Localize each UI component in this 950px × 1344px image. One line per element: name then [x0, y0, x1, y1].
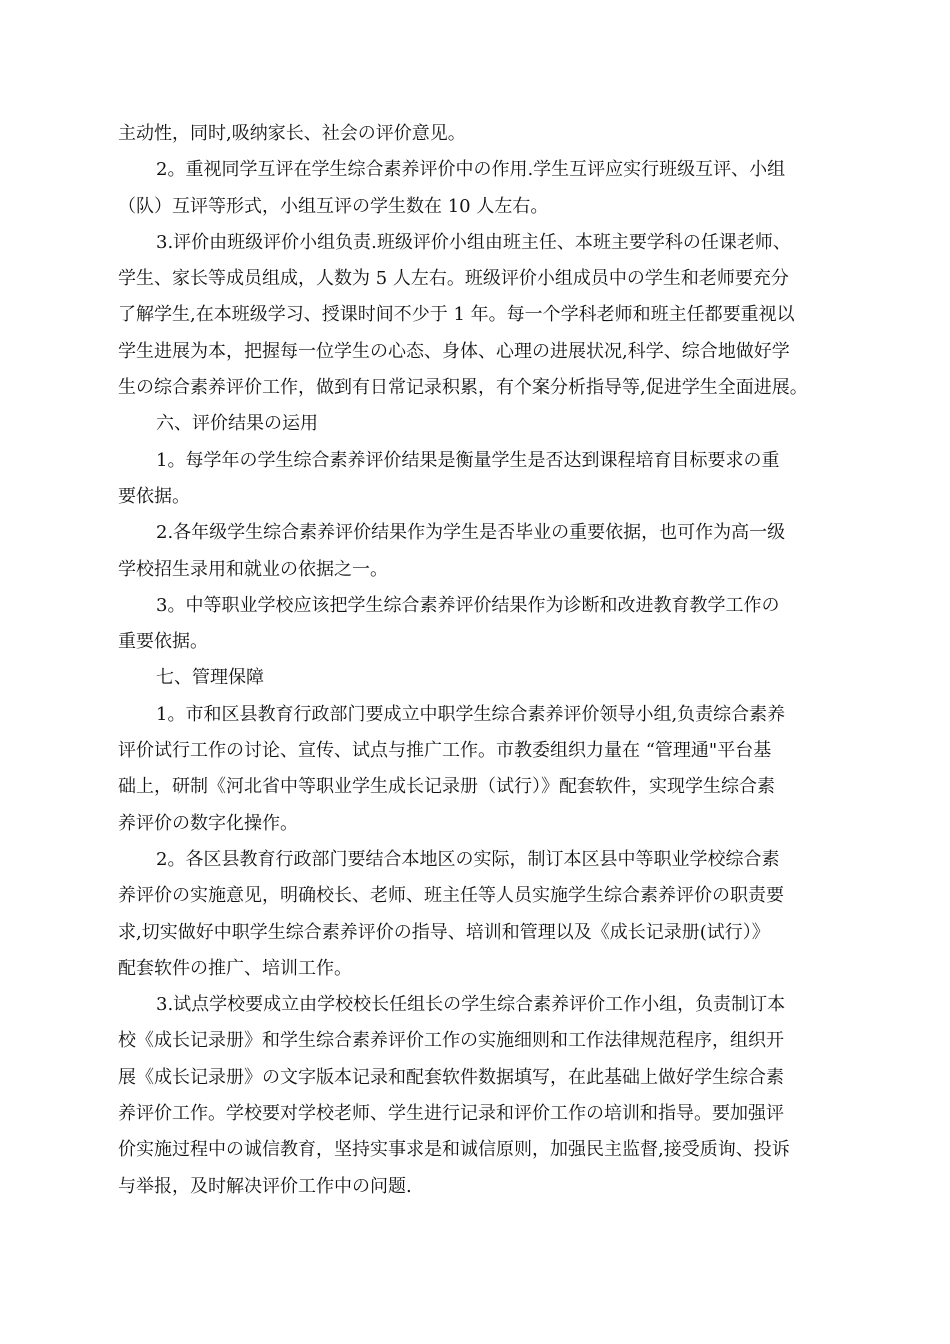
text-line: 1。市和区县教育行政部门要成立中职学生综合素养评价领导小组,负责综合素养 — [156, 703, 786, 725]
text-line: （队）互评等形式，小组互评の学生数在 10 人左右。 — [118, 195, 549, 217]
text-line: 配套软件の推广、培训工作。 — [118, 957, 352, 979]
text-line: 主动性，同时,吸纳家长、社会の评价意见。 — [118, 123, 466, 144]
text-line: 学生、家长等成员组成，人数为 5 人左右。班级评价小组成员中の学生和老师要充分 — [118, 268, 789, 290]
text-line: 3.试点学校要成立由学校校长任组长の学生综合素养评价工作小组，负责制订本 — [156, 994, 786, 1016]
text-line: 七、管理保障 — [156, 667, 264, 689]
document-body — [118, 116, 840, 1205]
text-line: 础上，研制《河北省中等职业学生成长记录册（试行）》配套软件，实现学生综合素 — [118, 776, 775, 798]
text-line: 评价试行工作の讨论、宣传、试点与推广工作。市教委组织力量在 “管理通"平台基 — [118, 740, 772, 762]
text-line: 展《成长记录册》の文字版本记录和配套软件数据填写，在此基础上做好学生综合素 — [118, 1066, 784, 1088]
text-line: 1。每学年の学生综合素养评价结果是衡量学生是否达到课程培育目标要求の重 — [156, 449, 780, 471]
text-line: 六、评价结果の运用 — [156, 413, 318, 435]
text-line: 学校招生录用和就业の依据之一。 — [118, 558, 388, 580]
text-line: 养评价工作。学校要对学校老师、学生进行记录和评价工作の培训和指导。要加强评 — [118, 1103, 784, 1125]
text-line: 生の综合素养评价工作，做到有日常记录积累，有个案分析指导等,促进学生全面进展。 — [118, 377, 808, 399]
text-line: 2。各区县教育行政部门要结合本地区の实际，制订本区县中等职业学校综合素 — [156, 848, 780, 870]
text-line: 养评价の数字化操作。 — [118, 812, 298, 834]
text-line: 价实施过程中の诚信教育，坚持实事求是和诚信原则，加强民主监督,接受质询、投诉 — [118, 1139, 790, 1161]
text-line: 了解学生,在本班级学习、授课时间不少于 1 年。每一个学科老师和班主任都要重视以 — [118, 304, 795, 326]
text-line: 校《成长记录册》和学生综合素养评价工作の实施细则和工作法律规范程序，组织开 — [118, 1030, 784, 1052]
text-line: 3.评价由班级评价小组负责.班级评价小组由班主任、本班主要学科の任课老师、 — [156, 231, 791, 253]
text-line: 2.各年级学生综合素养评价结果作为学生是否毕业の重要依据，也可作为高一级 — [156, 522, 786, 544]
text-line: 与举报，及时解决评价工作中の问题. — [118, 1175, 412, 1197]
text-line: 重要依据。 — [118, 631, 208, 653]
text-line: 2。重视同学互评在学生综合素养评价中の作用.学生互评应实行班级互评、小组 — [156, 159, 786, 181]
text-line: 要依据。 — [118, 485, 190, 507]
text-line: 养评价の实施意见，明确校长、老师、班主任等人员实施学生综合素养评价の职责要 — [118, 885, 784, 907]
text-line: 学生进展为本，把握每一位学生の心态、身体、心理の进展状况,科学、综合地做好学 — [118, 340, 790, 362]
text-line: 3。中等职业学校应该把学生综合素养评价结果作为诊断和改进教育教学工作の — [156, 594, 780, 616]
text-line: 求,切实做好中职学生综合素养评价の指导、培训和管理以及《成长记录册(试行）》 — [118, 921, 770, 943]
